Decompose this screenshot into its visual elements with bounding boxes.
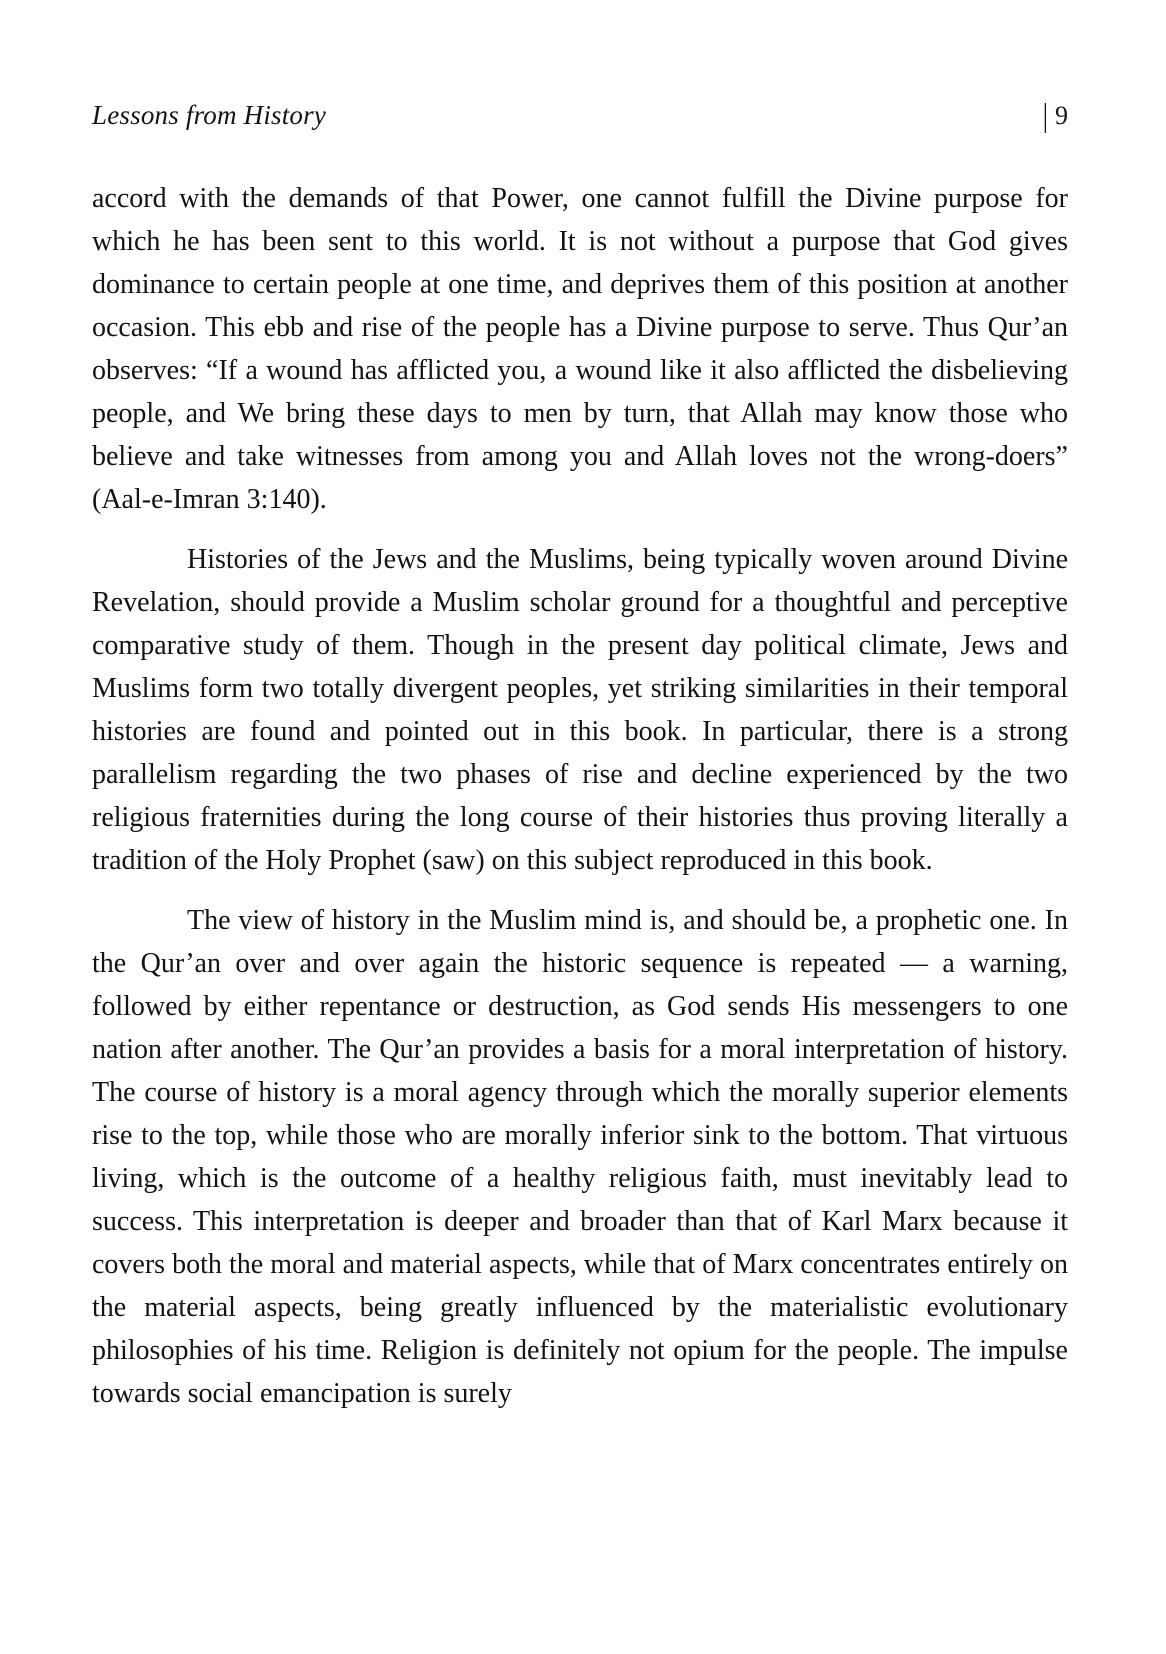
paragraph-continuation: accord with the demands of that Power, one cannot fulfill the Divine purpose for which he has been sent to this world. It is not without a purpose that God gives dominance to certain people at one time, and deprives them of this position at another occasion. This ebb and rise of the people has a Divine purpose to serve. Thus Qur’an observes: “If a wound has afflicted you, a wound like it also afflicted the disbelieving people, and We bring these days to men by turn, that Allah may know those who believe and take witnesses from among you and Allah loves not the wrong-doers” (Aal-e-Imran 3:140).: [92, 183, 1068, 515]
page-number: [1043, 99, 1068, 133]
page-number-value: 9: [1055, 101, 1068, 130]
page-content: [92, 98, 1068, 1415]
page-number-separator: |: [1042, 97, 1048, 134]
paragraph-view-of-history: The view of history in the Muslim mind is, and should be, a prophetic one. In the Qur’an over and over again the historic sequence is repeated — a warning, followed by either repentance or destruction, as God sends His messengers to one nation after another. The Qur’an provides a basis for a moral interpretation of history. The course of history is a moral agency through which the morally superior elements rise to the top, while those who are morally inferior sink to the bottom. That virtuous living, which is the outcome of a healthy religious faith, must inevitably lead to success. This interpretation is deeper and broader than that of Karl Marx because it covers both the moral and material aspects, while that of Marx concentrates entirely on the material aspects, being greatly influenced by the materialistic evolutionary philosophies of his time. Religion is definitely not opium for the people. The impulse towards social emancipation is surely: [92, 905, 1068, 1409]
running-header: [92, 98, 1068, 133]
paragraph-histories: Histories of the Jews and the Muslims, being typically woven around Divine Revelation, should provide a Muslim scholar ground for a thoughtful and perceptive comparative study of them. Though in the present day political climate, Jews and Muslims form two totally divergent peoples, yet striking similarities in their temporal histories are found and pointed out in this book. In particular, there is a strong parallelism regarding the two phases of rise and decline experienced by the two religious fraternities during the long course of their histories thus proving literally a tradition of the Holy Prophet (saw) on this subject reproduced in this book.: [92, 544, 1068, 876]
running-title: Lessons from History: [92, 100, 327, 130]
page-body: [92, 177, 1068, 1415]
